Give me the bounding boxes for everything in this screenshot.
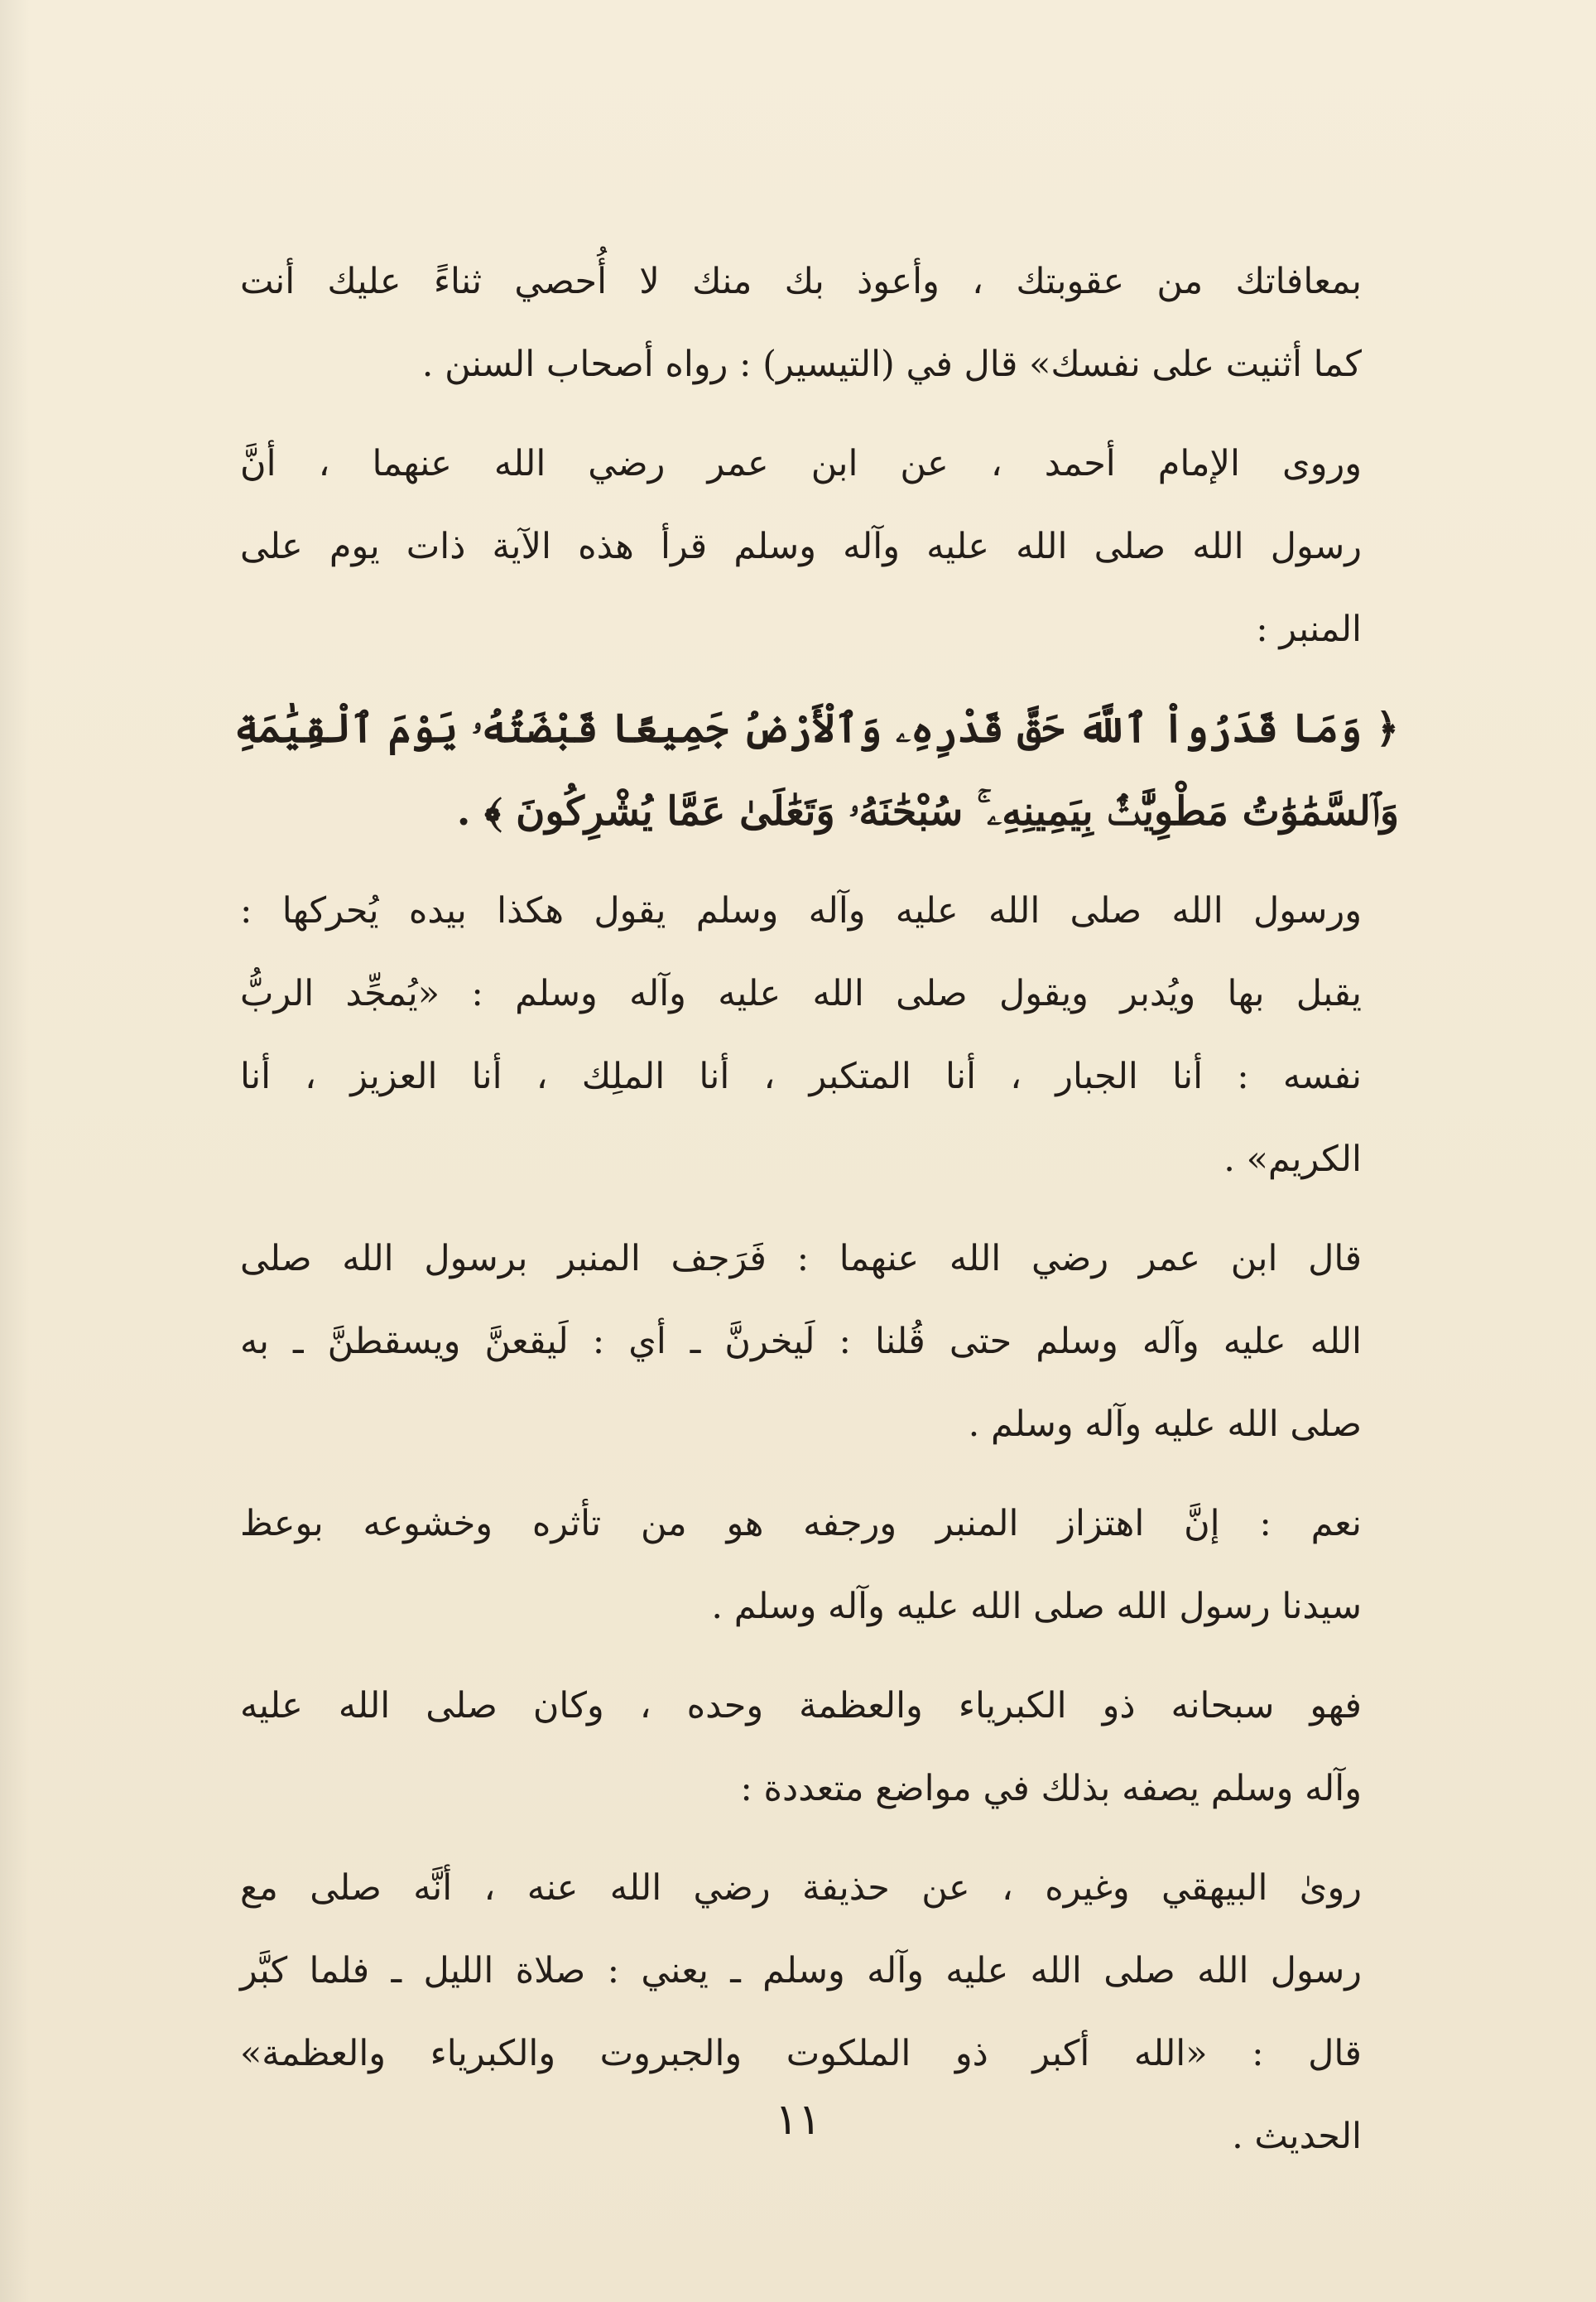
text-line: كما أثنيت على نفسك» قال في (التيسير) : رواه أصحاب السنن . — [421, 344, 1362, 385]
text-line: نفسه : أنا الجبار ، أنا المتكبر ، أنا الملِك ، أنا العزيز ، أنا — [240, 1056, 1362, 1097]
text-line: فهو سبحانه ذو الكبرياء والعظمة وحده ، وكان صلى الله عليه — [240, 1685, 1362, 1726]
text-line: الحديث . — [1232, 2116, 1362, 2157]
text-line: قال : «الله أكبر ذو الملكوت والجبروت والكبرياء والعظمة» — [240, 2033, 1362, 2074]
text-line: الكريم» . — [1223, 1139, 1362, 1180]
text-line: المنبر : — [1256, 609, 1362, 650]
text-line: قال ابن عمر رضي الله عنهما : فَرَجف المنبر برسول الله صلى — [240, 1238, 1362, 1279]
verse-line: ﴿ وَمَا قَدَرُواْ ٱللَّهَ حَقَّ قَدْرِهِۦ وَٱلْأَرْضُ جَمِيعًا قَبْضَتُهُۥ يَوْمَ ٱلْقِيَٰمَةِ — [234, 706, 1399, 752]
text-line: ورسول الله صلى الله عليه وآله وسلم يقول هكذا بيده يُحركها : — [240, 890, 1362, 932]
quran-verse — [234, 687, 1399, 853]
verse-line: وَٱلسَّمَٰوَٰتُ مَطْوِيَّٰتٌۢ بِيَمِينِهِۦ ۚ سُبْحَٰنَهُۥ وَتَعَٰلَىٰ عَمَّا يُشْرِكُونَ ﴾ . — [456, 788, 1399, 835]
text-line: رسول الله صلى الله عليه وآله وسلم قرأ هذه الآية ذات يوم على — [240, 526, 1362, 567]
text-line: الله عليه وآله وسلم حتى قُلنا : لَيخرنَّ ـ أي : لَيقعنَّ ويسقطنَّ ـ به — [240, 1321, 1362, 1362]
text-line: رسول الله صلى الله عليه وآله وسلم ـ يعني : صلاة الليل ـ فلما كبَّر — [240, 1950, 1362, 1991]
paragraph-2 — [240, 422, 1399, 671]
paragraph-5 — [240, 1482, 1399, 1648]
paragraph-1 — [240, 240, 1399, 406]
page-number: ١١ — [775, 2095, 821, 2145]
text-line: وآله وسلم يصفه بذلك في مواضع متعددة : — [740, 1768, 1362, 1809]
text-line: صلى الله عليه وآله وسلم . — [968, 1404, 1362, 1445]
text-line: يقبل بها ويُدبر ويقول صلى الله عليه وآله وسلم : «يُمجِّد الربُّ — [240, 973, 1362, 1014]
paragraph-3 — [240, 869, 1399, 1201]
text-line: نعم : إنَّ اهتزاز المنبر ورجفه هو من تأثره وخشوعه بوعظ — [240, 1503, 1362, 1544]
text-line: وروى الإمام أحمد ، عن ابن عمر رضي الله عنهما ، أنَّ — [240, 443, 1362, 484]
paragraph-4 — [240, 1217, 1399, 1466]
text-line: سيدنا رسول الله صلى الله عليه وآله وسلم . — [711, 1586, 1362, 1627]
paragraph-6 — [240, 1664, 1399, 1830]
text-line: بمعافاتك من عقوبتك ، وأعوذ بك منك لا أُحصي ثناءً عليك أنت — [240, 261, 1362, 302]
text-line: روىٰ البيهقي وغيره ، عن حذيفة رضي الله عنه ، أنَّه صلى مع — [240, 1867, 1362, 1909]
